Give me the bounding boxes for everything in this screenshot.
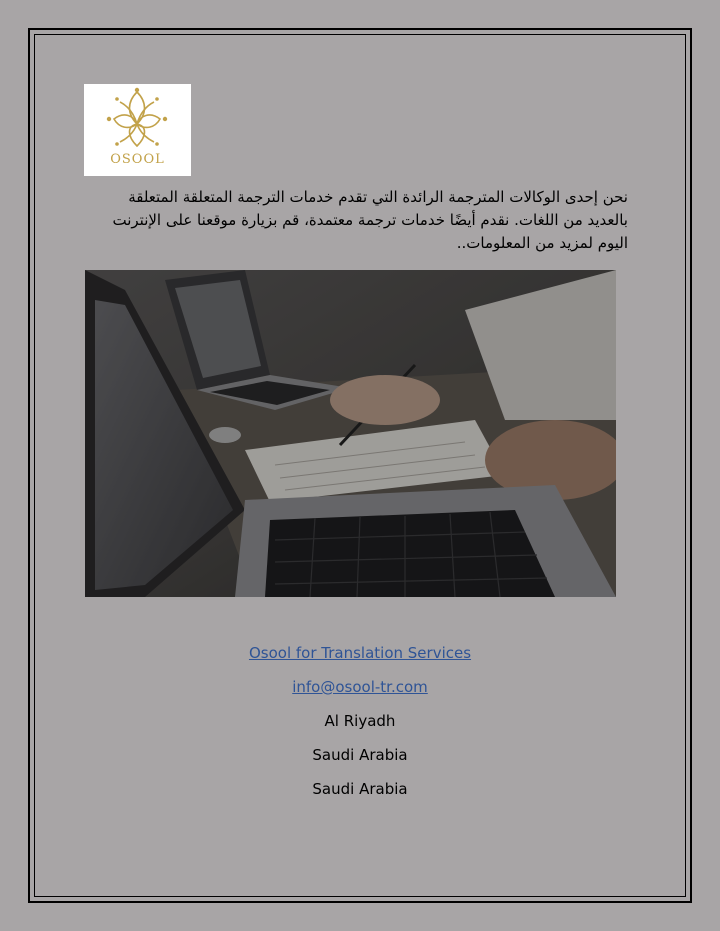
osool-logo [84,84,191,176]
country-text: Saudi Arabia [312,746,408,764]
country-text-repeat: Saudi Arabia [312,780,408,798]
city-text: Al Riyadh [324,712,396,730]
email-link[interactable]: info@osool-tr.com [292,678,428,696]
intro-paragraph: نحن إحدى الوكالات المترجمة الرائدة التي تقدم خدمات الترجمة المتعلقة المتعلقة بالعديد من اللغات. نقدم أيضًا خدمات ترجمة معتمدة، قم بزيارة موقعنا على الإنترنت اليوم لمزيد من المعلومات.. [112,188,628,252]
logo-wordmark: OSOOL [110,152,165,167]
company-link[interactable]: Osool for Translation Services [248,644,472,662]
laptop-meeting-photo [85,270,616,597]
